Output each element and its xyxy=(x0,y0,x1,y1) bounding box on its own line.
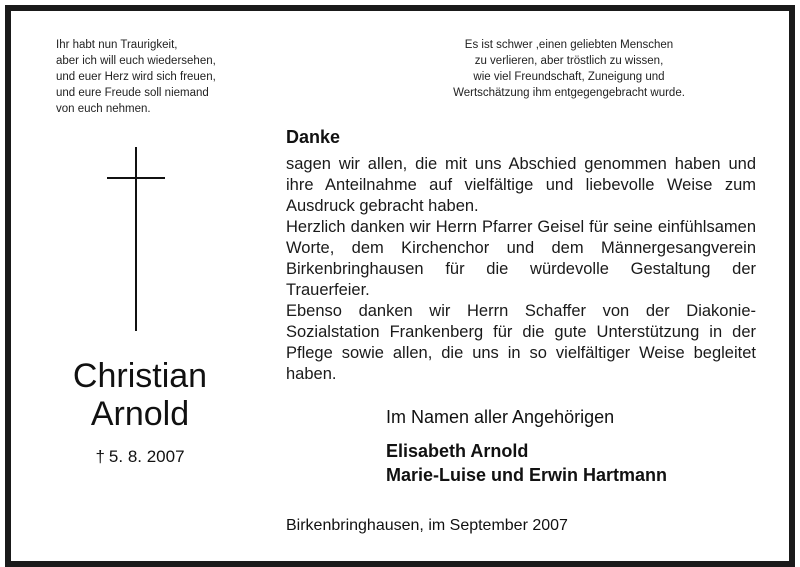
quote-right: Es ist schwer ,einen geliebten Menschen zu verlieren, aber tröstlich zu wissen, wie viel Freundschaft, Zuneigung und Wertschätzung ihm entgegengebracht wurde. xyxy=(453,39,685,99)
signer-name: Marie-Luise und Erwin Hartmann xyxy=(386,465,668,485)
thanks-heading: Danke xyxy=(286,127,341,147)
thanks-paragraph: sagen wir allen, die mit uns Abschied genommen haben und ihre Anteilnahme auf vielfältige und liebevolle Weise zum Ausdruck gebracht haben. xyxy=(286,155,756,215)
signer-name: Elisabeth Arnold xyxy=(386,441,529,461)
signature-intro: Im Namen aller Angehörigen xyxy=(386,407,615,427)
thanks-paragraph: Herzlich danken wir Herrn Pfarrer Geisel für seine einfühlsamen Worte, dem Kirchenchor und dem Männergesangverein Birkenbringhausen für die würdevolle Gestaltung der Trauerfeier. xyxy=(286,218,756,299)
deceased-name: Christian Arnold xyxy=(72,357,208,433)
notice-content xyxy=(11,11,789,561)
notice-frame xyxy=(5,5,795,567)
cross-vertical-bar xyxy=(135,147,137,331)
cross-horizontal-bar xyxy=(107,177,165,179)
thanks-paragraph: Ebenso danken wir Herrn Schaffer von der Diakonie-Sozialstation Frankenberg für die gute Unterstützung in der Pflege sowie allen, die uns in so vielfältiger Weise begleitet haben. xyxy=(286,302,756,383)
cross-icon xyxy=(107,147,165,331)
death-date: 5. 8. 2007 xyxy=(108,447,185,466)
death-date-line xyxy=(31,447,249,467)
quote-left: Ihr habt nun Traurigkeit, aber ich will euch wiedersehen, und euer Herz wird sich freuen, und eure Freude soll niemand von euch nehmen. xyxy=(56,39,216,115)
place-date: Birkenbringhausen, im September 2007 xyxy=(286,517,568,534)
signer-list xyxy=(386,439,667,487)
thanks-body xyxy=(286,154,756,385)
dagger-icon: † xyxy=(95,447,105,466)
